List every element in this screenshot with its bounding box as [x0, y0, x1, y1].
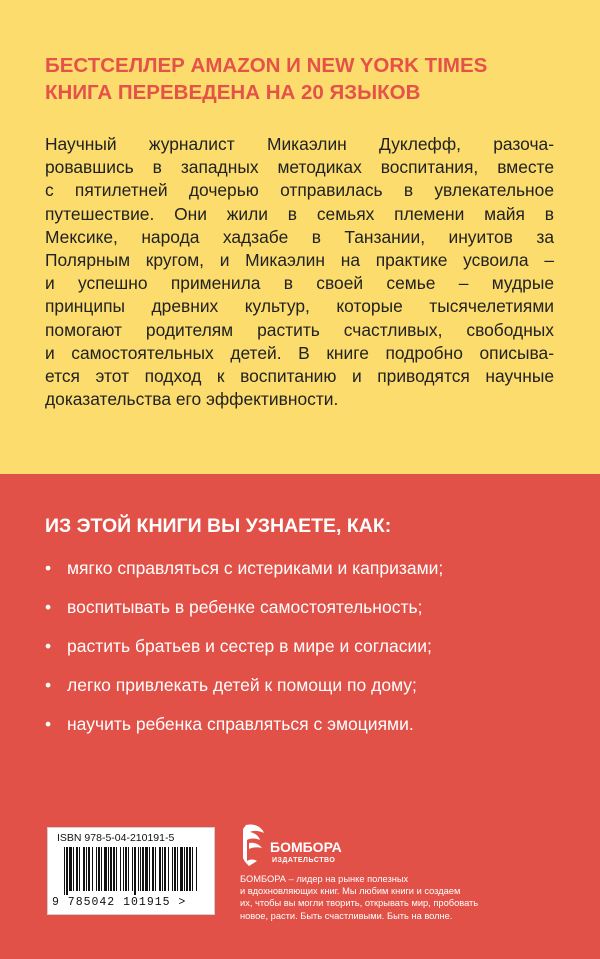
barcode-bar [159, 847, 161, 891]
bullet-icon: • [45, 714, 52, 734]
list-item [45, 595, 443, 634]
bombora-logo-icon [240, 821, 268, 869]
barcode-bar [180, 847, 183, 891]
barcode-bar [174, 847, 176, 891]
publisher-tagline [240, 873, 560, 922]
barcode-bar [168, 847, 169, 891]
description-line: принципы древних культур, которые тысячелетиями [45, 296, 554, 317]
barcode-bar [69, 847, 72, 891]
barcode-bar [128, 847, 129, 891]
tagline-line: и вдохновляющих книг. Мы любим книги и создаем [240, 886, 461, 897]
barcode-bar [149, 847, 150, 891]
tagline-line: БОМБОРА – лидер на рынке полезных [240, 874, 409, 884]
barcode-bar [96, 847, 97, 891]
list-item [45, 634, 443, 673]
top-yellow-section [0, 0, 600, 474]
bullet-icon: • [45, 558, 52, 578]
barcode-bar [79, 847, 80, 891]
barcode-bar [192, 847, 193, 891]
barcode-bar [152, 847, 154, 891]
barcode-bar [73, 847, 74, 891]
description-line: путешествие. Они жили в семьях племени майя в [45, 203, 554, 224]
barcode-bar [142, 847, 144, 891]
barcode-bar [64, 847, 65, 895]
barcode-bar [125, 847, 127, 891]
book-description [45, 133, 554, 411]
barcode-bar [113, 847, 115, 891]
description-line: помогают родителям растить счастливых, свободных [45, 319, 554, 340]
barcode-bar [172, 847, 173, 891]
barcode-bar [164, 847, 166, 891]
list-item-text: легко привлекать детей к помощи по дому; [67, 675, 417, 695]
list-item [45, 673, 443, 712]
barcode-bar [140, 847, 141, 891]
barcode-bar [186, 847, 188, 891]
bullet-icon: • [45, 675, 52, 695]
barcode-bar [184, 847, 185, 891]
barcode-bar [66, 847, 68, 895]
description-line: ровавшись в западных методиках воспитания, вместе [45, 157, 554, 178]
list-item [45, 556, 443, 595]
barcode-bar [162, 847, 163, 891]
publisher-logo-sub: ИЗДАТЕЛЬСТВО [272, 857, 336, 864]
description-line: Мексике, народа хадзабе в Танзании, инуитов за [45, 226, 554, 247]
barcode-bars [62, 847, 202, 895]
description-line: доказательства его эффективности. [45, 389, 339, 410]
barcode-bar [177, 847, 178, 891]
barcode-bar [189, 847, 191, 891]
list-item-text: научить ребенка справляться с эмоциями. [67, 714, 414, 734]
publisher-logo-name: БОМБОРА [270, 839, 342, 855]
list-item-text: воспитывать в ребенке самостоятельность; [67, 597, 423, 617]
barcode-bar [76, 847, 78, 891]
description-line: ется этот подход к воспитанию и приводятся научные [45, 366, 554, 387]
barcode-bar [134, 847, 136, 895]
tagline-line: их, чтобы вы могли творить, открывать мир, пробовать [240, 898, 479, 909]
barcode-bar [92, 847, 93, 891]
barcode-bar [196, 847, 197, 891]
barcode-label [47, 827, 215, 915]
bullet-icon: • [45, 597, 52, 617]
barcode-digits: 9 785042 101915 > [52, 896, 187, 909]
barcode-bar [123, 847, 124, 891]
barcode-bar [104, 847, 107, 891]
learn-heading: ИЗ ЭТОЙ КНИГИ ВЫ УЗНАЕТЕ, КАК: [45, 515, 392, 537]
list-item-text: растить братьев и сестер в мире и согласии; [67, 636, 432, 656]
barcode-bar [145, 847, 148, 891]
headline-line-1: БЕСТСЕЛЛЕР AMAZON И NEW YORK TIMES [45, 54, 488, 77]
barcode-bar [83, 847, 85, 891]
bullet-icon: • [45, 636, 52, 656]
description-line: Полярным кругом, и Микаэлин на практике усвоила – [45, 250, 554, 271]
isbn-text: ISBN 978-5-04-210191-5 [57, 832, 175, 844]
barcode-bar [116, 847, 117, 891]
bottom-red-section [0, 474, 600, 959]
barcode-bar [101, 847, 102, 891]
description-line: и успешно применила в своей семье – мудрые [45, 273, 554, 294]
barcode-bar [86, 847, 87, 891]
barcode-bar [110, 847, 112, 891]
tagline-line: новое, расти. Быть счастливыми. Быть на волне. [240, 910, 453, 921]
barcode-bar [98, 847, 100, 891]
list-item-text: мягко справляться с истериками и капризами; [67, 558, 444, 578]
barcode-bar [108, 847, 109, 891]
barcode-bar [88, 847, 90, 891]
barcode-bar [155, 847, 156, 891]
description-line: Научный журналист Микаэлин Дуклефф, разоча- [45, 134, 554, 154]
description-line: с пятилетней дочерью отправилась в увлекательное [45, 180, 554, 201]
headline-line-2: КНИГА ПЕРЕВЕДЕНА НА 20 ЯЗЫКОВ [45, 81, 421, 104]
bestseller-headline [45, 52, 565, 106]
learn-list [45, 556, 443, 751]
list-item [45, 712, 443, 751]
barcode-bar [132, 847, 133, 891]
barcode-bar [138, 847, 139, 891]
description-line: и самостоятельных детей. В книге подробно описыва- [45, 342, 554, 363]
barcode-bar [120, 847, 121, 891]
